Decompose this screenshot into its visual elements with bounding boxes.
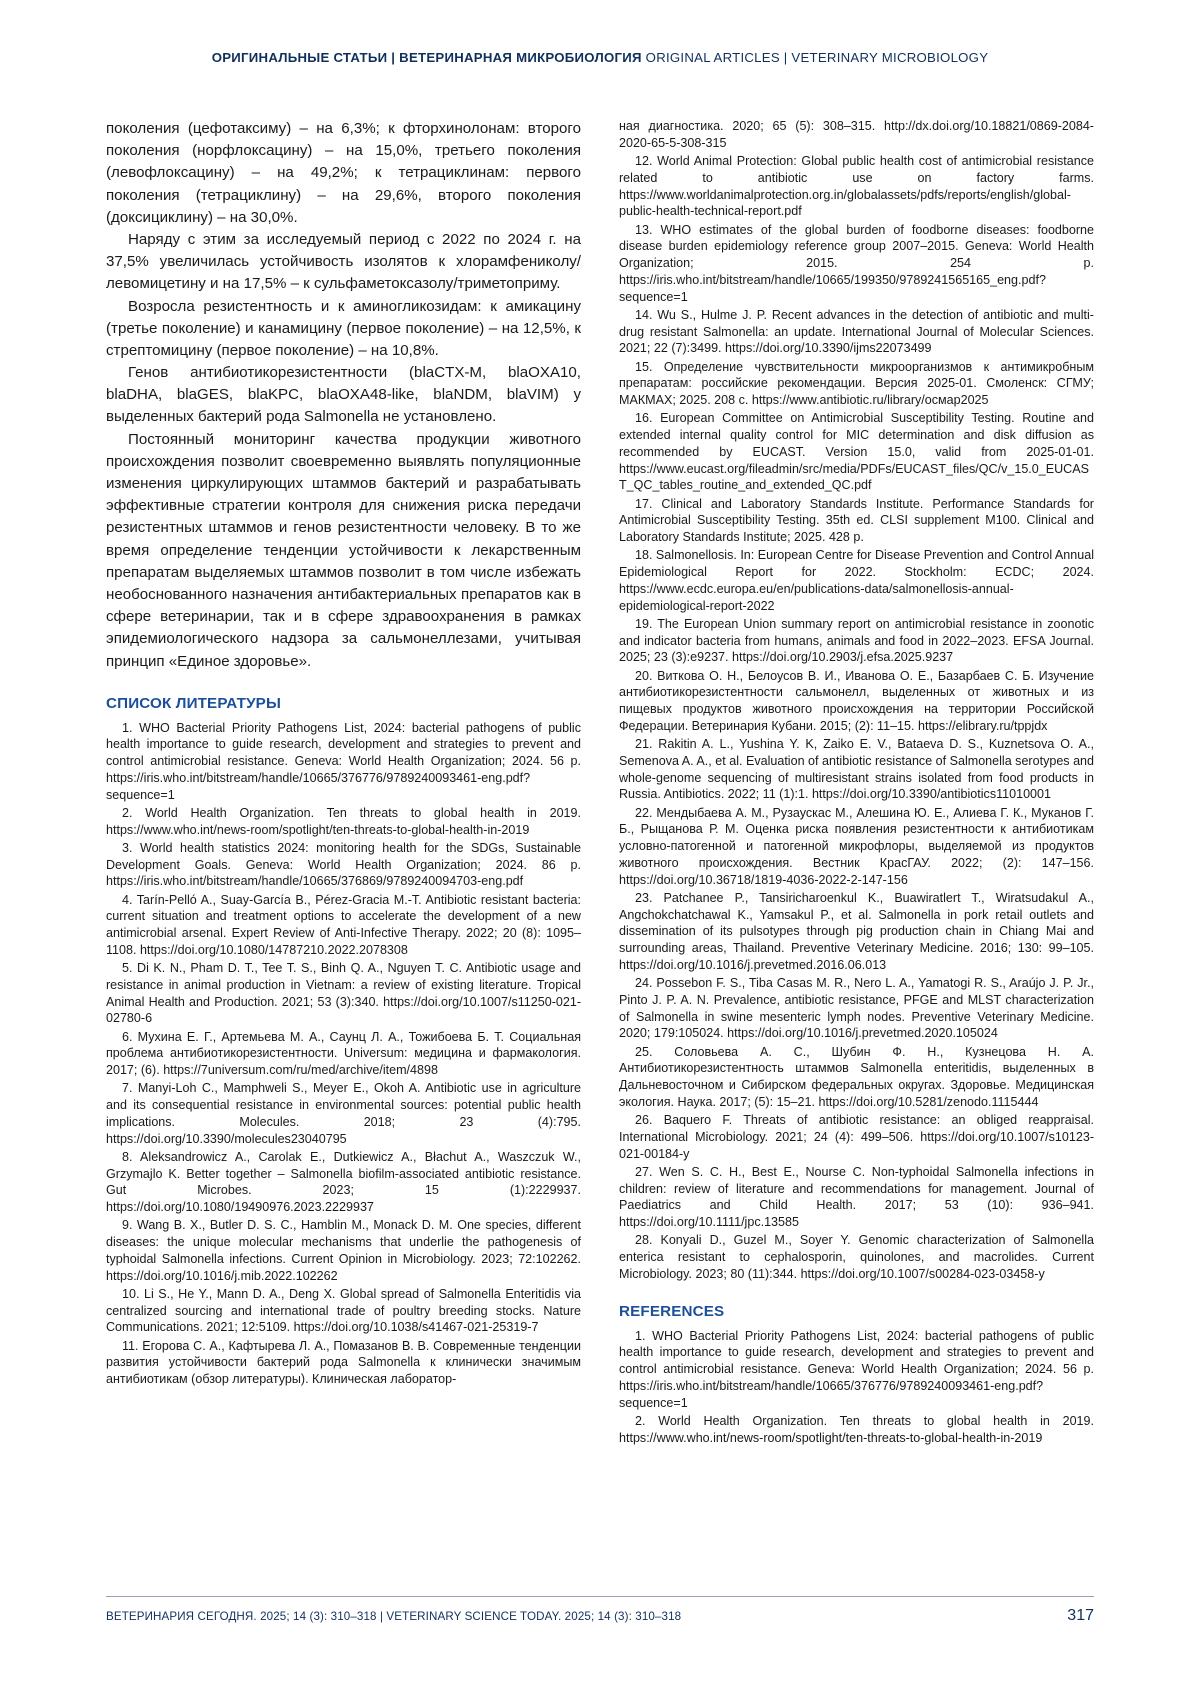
body-columns: [106, 118, 1094, 1448]
reference-list-en: [619, 1328, 1094, 1447]
reference-item: ная диагностика. 2020; 65 (5): 308–315. http://dx.doi.org/10.18821/0869-2084-2020-65-5-308-315: [619, 119, 1094, 150]
running-head-en: ORIGINAL ARTICLES | VETERINARY MICROBIOLOGY: [645, 50, 989, 65]
reference-item: 21. Rakitin A. L., Yushina Y. K, Zaiko E. V., Bataeva D. S., Kuznetsova O. A., Semenova A. A., et al. Evaluation of antibiotic resistance of Salmonella serotypes and whole-genome sequencing of multiresistant strains isolated from food products in Russia. Antibiotics. 2022; 11 (1):1. https://doi.org/10.3390/antibiotics11010001: [619, 737, 1094, 802]
page-number: 317: [1067, 1607, 1094, 1624]
right-column: [619, 118, 1094, 1448]
paragraph: Генов антибиотикорезистентности (blaCTX-M, blaOXA10, blaDHA, blaGES, blaKPC, blaOXA48-like, blaNDM, blaVIM) у выделенных бактерий рода Salmonella не установлено.: [106, 364, 581, 426]
references-heading-ru: СПИСОК ЛИТЕРАТУРЫ: [106, 694, 281, 712]
reference-item: 20. Виткова О. Н., Белоусов В. И., Иванова О. Е., Базарбаев С. Б. Изучение антибиотикорезистентности сальмонелл, выделенных от животных и из пищевых продуктов животного происхождения на территории Российской Федерации. Ветеринария Кубани. 2015; (2): 11–15. https://elibrary.ru/tppjdx: [619, 668, 1094, 733]
reference-item: 15. Определение чувствительности микроорганизмов к антимикробным препаратам: российские рекомендации. Версия 2025-01. Смоленск: СГМУ; МАКМАХ; 2025. 208 с. https://www.antibiotic.ru/library/оcмар2025: [619, 359, 1094, 407]
paragraph: Наряду с этим за исследуемый период с 2022 по 2024 г. на 37,5% увеличилась устойчивость изолятов к хлорамфениколу/левомицетину и на 17,5% – к сульфаметоксазолу/триметоприму.: [106, 230, 581, 293]
reference-item: 4. Tarín-Pelló A., Suay-García B., Pérez-Gracia M.-T. Antibiotic resistant bacteria: current situation and treatment options to accelerate the development of a new antimicrobial arsenal. Expert Review of Anti-Infective Therapy. 2022; 20 (8): 1095–1108. https://doi.org/10.1080/14787210.2022.2078308: [106, 892, 581, 957]
reference-item: 3. World health statistics 2024: monitoring health for the SDGs, Sustainable Development Goals. Geneva: World Health Organization; 2024. 86 p. https://iris.who.int/bitstream/handle/10665/376869/9789240094703-eng.pdf: [106, 840, 581, 889]
reference-item: 22. Мендыбаева А. М., Рузаускас М., Алешина Ю. Е., Алиева Г. К., Муканов Г. Б., Рыщанова Р. М. Оценка риска появления резистентности к антибиотикам условно-патогенной и патогенной микрофлоры, выделяемой из продуктов животного происхождения. Вестник КрасГАУ. 2022; (2): 147–156. https://doi.org/10.36718/1819-4036-2022-2-147-156: [619, 805, 1094, 887]
references-heading-en: REFERENCES: [619, 1302, 725, 1320]
reference-item: 25. Соловьева А. С., Шубин Ф. Н., Кузнецова Н. А. Антибиотикорезистентность штаммов Salmonella enteritidis, выделенных в Дальневосточном и Сибирском федеральных округах. Здоровье. Медицинская экология. Наука. 2017; (5): 15–21. https://doi.org/10.5281/zenodo.1115444: [619, 1044, 1094, 1109]
reference-item: 9. Wang B. X., Butler D. S. C., Hamblin M., Monack D. M. One species, different diseases: the unique molecular mechanisms that underlie the pathogenesis of typhoidal Salmonella infections. Current Opinion in Microbiology. 2023; 72:102262. https://doi.org/10.1016/j.mib.2022.102262: [106, 1218, 581, 1283]
reference-item: 7. Manyi-Loh C., Mamphweli S., Meyer E., Okoh A. Antibiotic use in agriculture and its consequential resistance in environmental sources: potential public health implications. Molecules. 2018; 23 (4):795. https://doi.org/10.3390/molecules23040795: [106, 1081, 581, 1146]
reference-item: 6. Мухина Е. Г., Артемьева М. А., Саунц Л. А., Тожибоева Б. Т. Социальная проблема антибиотикорезистентности. Universum: медицина и фармакология. 2017; (6). https://7universum.com/ru/med/archive/item/4898: [106, 1029, 581, 1078]
paragraph: Возросла резистентность и к аминогликозидам: к амикацину (третье поколение) и канамицину (первое поколение) – на 12,5%, к стрептомицину (первое поколение) – на 10,8%.: [106, 297, 581, 359]
reference-item: 11. Егорова С. А., Кафтырева Л. А., Помазанов В. В. Современные тенденции развития устойчивости бактерий рода Salmonella к клинически значимым антибиотикам (обзор литературы). Клиническая лаборатор-: [106, 1338, 581, 1387]
footer-divider: [106, 1596, 1094, 1597]
reference-item: 16. European Committee on Antimicrobial Susceptibility Testing. Routine and extended internal quality control for MIC determination and disk diffusion as recommended by EUCAST. Version 15.0, valid from 2025-01-01. https://www.eucast.org/fileadmin/src/media/PDFs/EUCAST_files/QC/v_15.0_EUCAST_QC_tables_routine_and_extended_QC.pdf: [619, 411, 1094, 493]
reference-item: 10. Li S., He Y., Mann D. A., Deng X. Global spread of Salmonella Enteritidis via centralized sourcing and international trade of poultry breeding stocks. Nature Communications. 2021; 12:5109. https://doi.org/10.1038/s41467-021-25319-7: [106, 1286, 581, 1335]
reference-item: 17. Clinical and Laboratory Standards Institute. Performance Standards for Antimicrobial Susceptibility Testing. 35th ed. CLSI supplement M100. Clinical and Laboratory Standards Institute; 2025. 428 p.: [619, 496, 1094, 544]
reference-item: 1. WHO Bacterial Priority Pathogens List, 2024: bacterial pathogens of public health importance to guide research, development and strategies to prevent and control antimicrobial resistance. Geneva: World Health Organization; 2024. 56 p. https://iris.who.int/bitstream/handle/10665/376776/9789240093461-eng.pdf?sequence=1: [106, 720, 581, 802]
reference-item: 13. WHO estimates of the global burden of foodborne diseases: foodborne disease burden epidemiology reference group 2007–2015. Geneva: World Health Organization; 2015. 254 p. https://iris.who.int/bitstream/handle/10665/199350/9789241565165_eng.pdf?sequence=1: [619, 222, 1094, 304]
running-head: [100, 50, 1100, 65]
paragraph: поколения (цефотаксиму) – на 6,3%; к фторхинолонам: второго поколения (норфлоксацину) – на 15,0%, третьего поколения (левофлоксацину) – на 49,2%; к тетрациклинам: первого поколения (тетрациклину) – на 29,6%, второго поколения (доксициклину) – на 30,0%.: [106, 120, 581, 226]
left-column: [106, 118, 581, 1448]
reference-item: 24. Possebon F. S., Tiba Casas M. R., Nero L. A., Yamatogi R. S., Araújo J. P. Jr., Pinto J. P. A. N. Prevalence, antibiotic resistance, PFGE and MLST characterization of Salmonella in swine mesenteric lymph nodes. Preventive Veterinary Medicine. 2020; 179:105024. https://doi.org/10.1016/j.prevetmed.2020.105024: [619, 976, 1094, 1041]
page-footer: [106, 1607, 1094, 1625]
reference-list-ru-cont: [619, 118, 1094, 1283]
reference-item: 5. Di K. N., Pham D. T., Tee T. S., Binh Q. A., Nguyen T. C. Antibiotic usage and resistance in animal production in Vietnam: a review of existing literature. Tropical Animal Health and Production. 2021; 53 (3):340. https://doi.org/10.1007/s11250-021-02780-6: [106, 961, 581, 1026]
reference-item: 23. Patchanee P., Tansiricharoenkul K., Buawiratlert T., Wiratsudakul A., Angchokchatchawal K., Yamsakul P., et al. Salmonella in pork retail outlets and dissemination of its pulsotypes through pig production chain in Chiang Mai and surrounding areas, Thailand. Preventive Veterinary Medicine. 2016; 130: 99–105. https://doi.org/10.1016/j.prevetmed.2016.06.013: [619, 890, 1094, 972]
reference-item: 27. Wen S. C. H., Best E., Nourse C. Non-typhoidal Salmonella infections in children: review of literature and recommendations for management. Journal of Paediatrics and Child Health. 2017; 53 (10): 936–941. https://doi.org/10.1111/jpc.13585: [619, 1164, 1094, 1229]
reference-list-ru: [106, 720, 581, 1388]
footer-citation: ВЕТЕРИНАРИЯ СЕГОДНЯ. 2025; 14 (3): 310–318 | VETERINARY SCIENCE TODAY. 2025; 14 (3): 310–318: [106, 1610, 682, 1623]
reference-item: 18. Salmonellosis. In: European Centre for Disease Prevention and Control Annual Epidemiological Report for 2022. Stockholm: ECDC; 2024. https://www.ecdc.europa.eu/en/publications-data/salmonellosis-annual-epidemiological-report-2022: [619, 548, 1094, 613]
reference-item: 2. World Health Organization. Ten threats to global health in 2019. https://www.who.int/news-room/spotlight/ten-threats-to-global-health-in-2019: [106, 805, 581, 837]
reference-item: 2. World Health Organization. Ten threats to global health in 2019. https://www.who.int/news-room/spotlight/ten-threats-to-global-health-in-2019: [619, 1413, 1094, 1445]
reference-item: 1. WHO Bacterial Priority Pathogens List, 2024: bacterial pathogens of public health importance to guide research, development and strategies to prevent and control antimicrobial resistance. Geneva: World Health Organization; 2024. 56 p. https://iris.who.int/bitstream/handle/10665/376776/9789240093461-eng.pdf?sequence=1: [619, 1328, 1094, 1410]
reference-item: 19. The European Union summary report on antimicrobial resistance in zoonotic and indicator bacteria from humans, animals and food in 2022–2023. EFSA Journal. 2025; 23 (3):e9237. https://doi.org/10.2903/j.efsa.2025.9237: [619, 616, 1094, 665]
reference-item: 12. World Animal Protection: Global public health cost of antimicrobial resistance related to antibiotic use on factory farms. https://www.worldanimalprotection.org.in/globalassets/pdfs/reports/english/global-public-health-technical-report.pdf: [619, 154, 1094, 219]
running-head-ru: ОРИГИНАЛЬНЫЕ СТАТЬИ | ВЕТЕРИНАРНАЯ МИКРОБИОЛОГИЯ: [211, 50, 642, 65]
reference-item: 28. Konyali D., Guzel M., Soyer Y. Genomic characterization of Salmonella enterica resistant to cephalosporin, quinolones, and macrolides. Current Microbiology. 2023; 80 (11):344. https://doi.org/10.1007/s00284-023-03458-y: [619, 1233, 1094, 1281]
reference-item: 14. Wu S., Hulme J. P. Recent advances in the detection of antibiotic and multi-drug resistant Salmonella: an update. International Journal of Molecular Sciences. 2021; 22 (7):3499. https://doi.org/10.3390/ijms22073499: [619, 307, 1094, 356]
reference-item: 8. Aleksandrowicz A., Carolak E., Dutkiewicz A., Błachut A., Waszczuk W., Grzymajlo K. Better together – Salmonella biofilm-associated antibiotic resistance. Gut Microbes. 2023; 15 (1):2229937. https://doi.org/10.1080/19490976.2023.2229937: [106, 1149, 581, 1215]
paragraph: Постоянный мониторинг качества продукции животного происхождения позволит своевременно выявлять популяционные изменения циркулирующих штаммов бактерий и разрабатывать эффективные стратегии контроля для снижения риска передачи резистентных штаммов и генов резистентности человеку. В то же время определение тенденции устойчивости к лекарственным препаратам выделяемых штаммов позволит в том числе избежать необоснованного назначения антибактериальных препаратов как в сфере ветеринарии, так и в сфере здравоохранения в рамках эпидемиологического надзора за сальмонеллезами, учитывая принцип «Единое здоровье».: [106, 430, 581, 670]
reference-item: 26. Baquero F. Threats of antibiotic resistance: an obliged reappraisal. International Microbiology. 2021; 24 (4): 499–506. https://doi.org/10.1007/s10123-021-00184-y: [619, 1113, 1094, 1161]
